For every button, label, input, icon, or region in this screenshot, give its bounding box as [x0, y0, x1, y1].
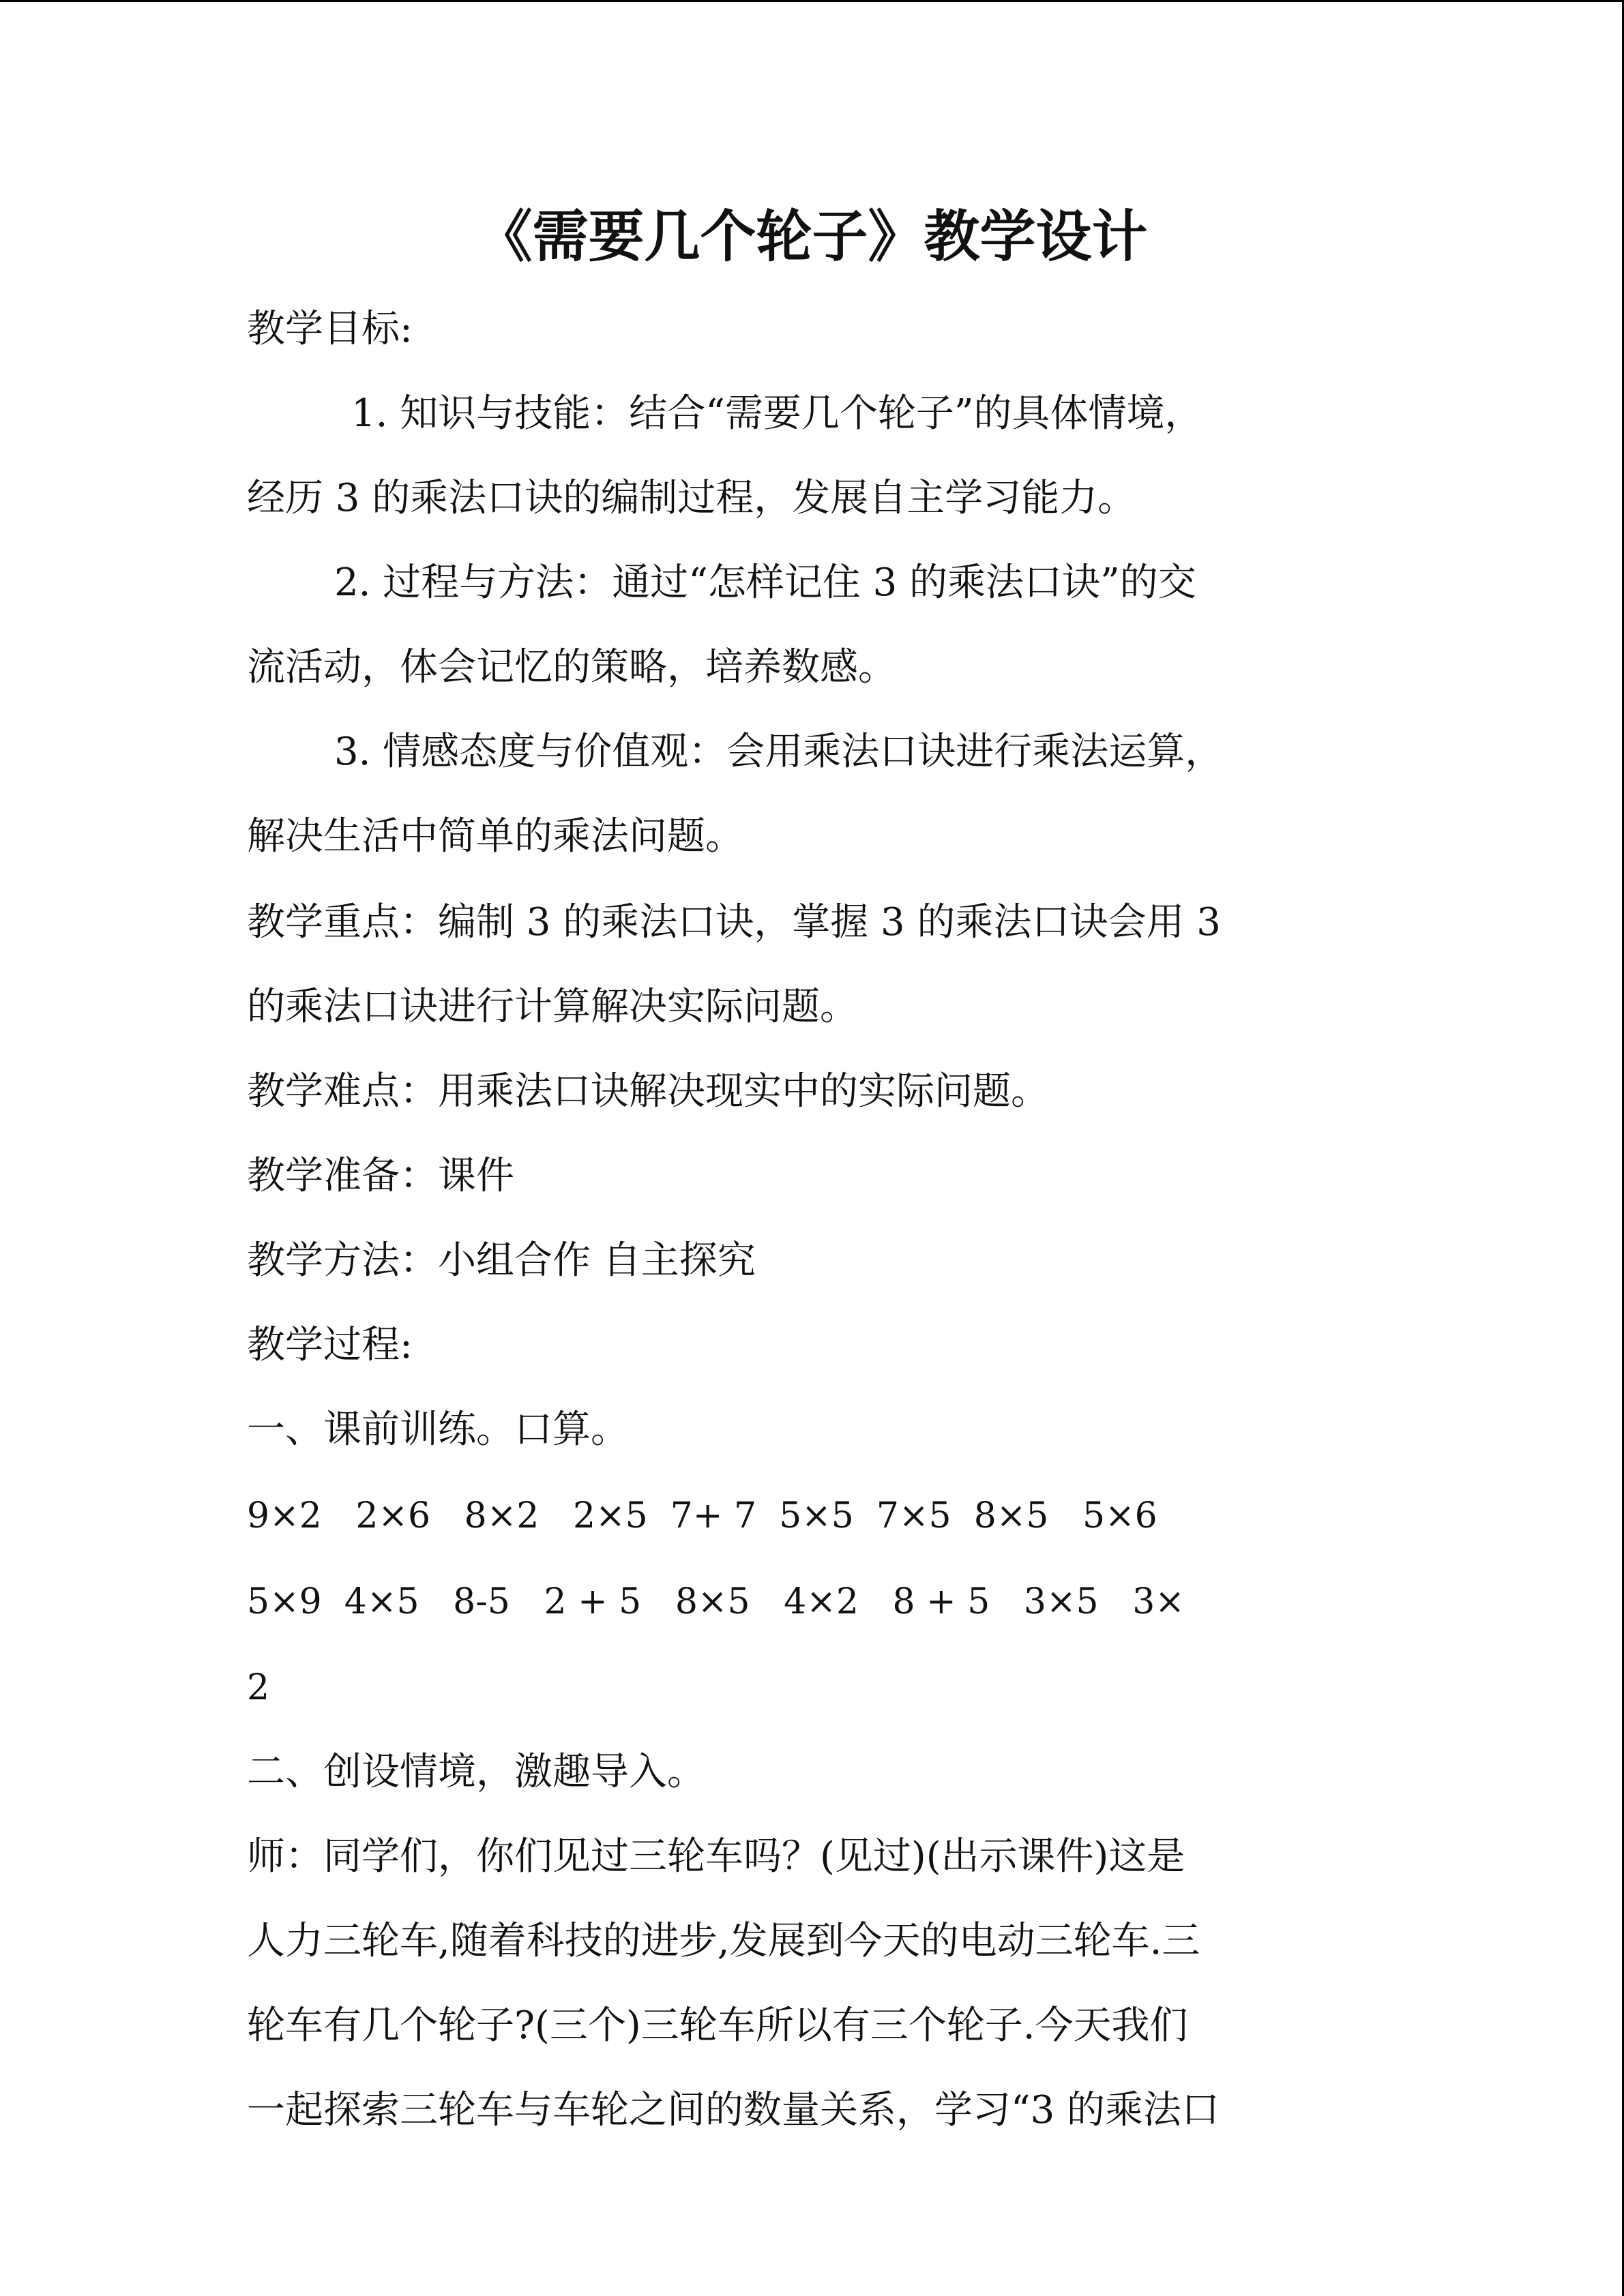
mental-math-line-3: 2 — [247, 1667, 270, 1708]
teaching-methods: 教学方法：小组合作 自主探究 — [247, 1238, 756, 1283]
mental-math-line-1: 9×2 2×6 8×2 2×5 7+ 7 5×5 7×5 8×5 5×6 — [247, 1495, 1157, 1536]
objective-1-line-1: 1. 知识与技能：结合“需要几个轮子”的具体情境， — [351, 391, 1203, 436]
intro-paragraph-line-3: 轮车有几个轮子?(三个)三轮车所以有三个轮子.今天我们 — [247, 2003, 1188, 2048]
objective-3-line-2: 解决生活中简单的乘法问题。 — [247, 814, 743, 859]
objective-1-line-2: 经历 3 的乘法口诀的编制过程，发展自主学习能力。 — [247, 476, 1136, 520]
section-1-heading: 一、课前训练。口算。 — [247, 1407, 629, 1452]
mental-math-line-2: 5×9 4×5 8-5 2 + 5 8×5 4×2 8 + 5 3×5 3× — [247, 1581, 1185, 1622]
process-heading: 教学过程: — [247, 1323, 413, 1367]
key-points-line-2: 的乘法口诀进行计算解决实际问题。 — [247, 985, 858, 1029]
key-points-line-1: 教学重点：编制 3 的乘法口诀，掌握 3 的乘法口诀会用 3 — [247, 900, 1221, 944]
objective-2-line-2: 流活动，体会记忆的策略，培养数感。 — [247, 645, 896, 689]
document-title: 《需要几个轮子》教学设计 — [476, 205, 1148, 269]
teaching-difficulty: 教学难点：用乘法口诀解决现实中的实际问题。 — [247, 1069, 1049, 1114]
objective-2-line-1: 2. 过程与方法：通过“怎样记住 3 的乘法口诀”的交 — [334, 561, 1196, 605]
teaching-preparation: 教学准备：课件 — [247, 1154, 514, 1198]
objectives-heading: 教学目标: — [247, 307, 413, 351]
section-2-heading: 二、创设情境，激趣导入。 — [247, 1750, 705, 1794]
intro-paragraph-line-1: 师：同学们，你们见过三轮车吗？(见过)(出示课件)这是 — [247, 1834, 1185, 1879]
intro-paragraph-line-2: 人力三轮车,随着科技的进步,发展到今天的电动三轮车.三 — [247, 1919, 1200, 1963]
objective-3-line-1: 3. 情感态度与价值观：会用乘法口诀进行乘法运算， — [334, 730, 1224, 774]
intro-paragraph-line-4: 一起探索三轮车与车轮之间的数量关系，学习“3 的乘法口 — [247, 2088, 1220, 2132]
